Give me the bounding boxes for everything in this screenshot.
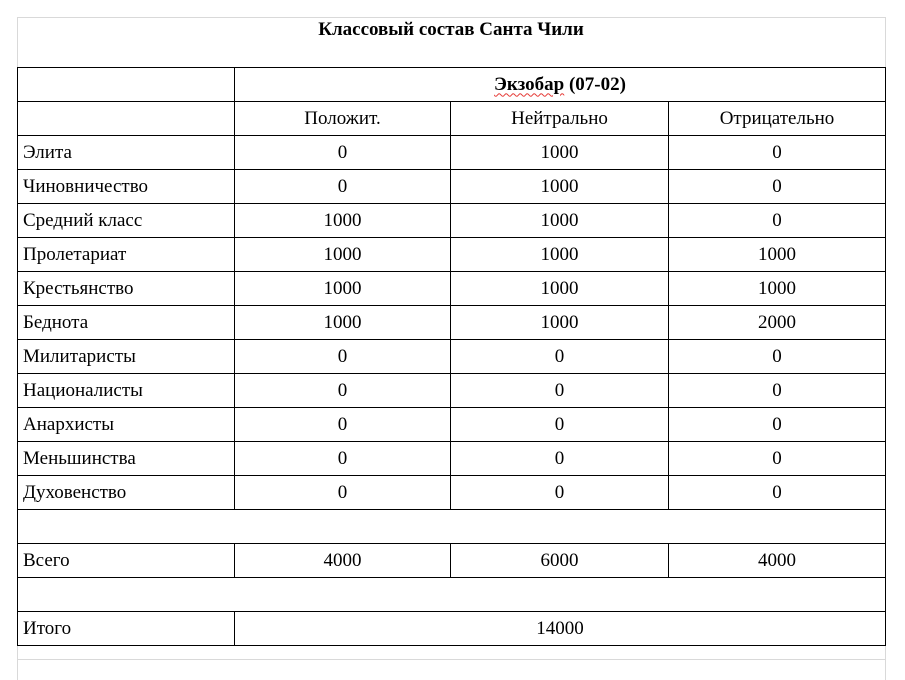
- column-header-neutral: Нейтрально: [451, 102, 669, 136]
- table-row: [18, 340, 886, 374]
- group-header-row: [18, 68, 886, 102]
- row-value: 0: [235, 476, 451, 510]
- row-value: 0: [669, 340, 886, 374]
- table-row: [18, 408, 886, 442]
- group-header-suffix: (07-02): [564, 73, 626, 95]
- table-row: [18, 476, 886, 510]
- table-row: [18, 238, 886, 272]
- row-value: 1000: [451, 170, 669, 204]
- total-value: 6000: [451, 544, 669, 578]
- row-value: 0: [451, 374, 669, 408]
- row-value: 0: [669, 170, 886, 204]
- row-value: 0: [669, 374, 886, 408]
- row-label: Духовенство: [18, 476, 235, 510]
- table-row: [18, 136, 886, 170]
- row-value: 0: [451, 442, 669, 476]
- group-header-name: Экзобар: [494, 73, 565, 95]
- spacer-cell: [18, 510, 886, 544]
- row-value: 1000: [451, 238, 669, 272]
- document-title: Классовый состав Санта Чили: [318, 19, 584, 40]
- grand-total-row: [18, 612, 886, 646]
- row-value: 0: [669, 442, 886, 476]
- row-value: 0: [235, 442, 451, 476]
- row-label: Чиновничество: [18, 170, 235, 204]
- row-label: Пролетариат: [18, 238, 235, 272]
- row-value: 0: [235, 170, 451, 204]
- row-value: 0: [451, 408, 669, 442]
- row-value: 0: [669, 476, 886, 510]
- row-value: 1000: [451, 272, 669, 306]
- spacer-cell: [18, 578, 886, 612]
- grand-total-label: Итого: [18, 612, 235, 646]
- row-label: Беднота: [18, 306, 235, 340]
- row-label: Националисты: [18, 374, 235, 408]
- row-value: 2000: [669, 306, 886, 340]
- row-value: 0: [235, 136, 451, 170]
- column-header-row: [18, 102, 886, 136]
- row-value: 1000: [451, 136, 669, 170]
- table-row: [18, 272, 886, 306]
- table-row: [18, 374, 886, 408]
- row-value: 0: [451, 476, 669, 510]
- row-value: 1000: [235, 306, 451, 340]
- row-value: 0: [669, 204, 886, 238]
- class-composition-table: [17, 67, 886, 646]
- row-label: Крестьянство: [18, 272, 235, 306]
- corner-cell: [18, 68, 235, 102]
- row-label: Элита: [18, 136, 235, 170]
- total-label: Всего: [18, 544, 235, 578]
- group-header-cell: [235, 68, 886, 102]
- row-value: 1000: [669, 272, 886, 306]
- spacer-row: [18, 578, 886, 612]
- row-label: Анархисты: [18, 408, 235, 442]
- row-value: 0: [669, 136, 886, 170]
- table-row: [18, 442, 886, 476]
- row-value: 1000: [235, 238, 451, 272]
- row-value: 0: [451, 340, 669, 374]
- row-label: Средний класс: [18, 204, 235, 238]
- row-value: 0: [235, 340, 451, 374]
- column-header-negative: Отрицательно: [669, 102, 886, 136]
- table-row: [18, 170, 886, 204]
- column-header-empty: [18, 102, 235, 136]
- grand-total-value: 14000: [235, 612, 886, 646]
- table-row: [18, 204, 886, 238]
- total-row: [18, 544, 886, 578]
- total-value: 4000: [235, 544, 451, 578]
- row-value: 0: [235, 374, 451, 408]
- row-label: Милитаристы: [18, 340, 235, 374]
- row-value: 1000: [669, 238, 886, 272]
- row-value: 1000: [451, 306, 669, 340]
- row-value: 0: [235, 408, 451, 442]
- total-value: 4000: [669, 544, 886, 578]
- column-header-positive: Положит.: [235, 102, 451, 136]
- row-value: 0: [669, 408, 886, 442]
- page-guide-bottom: [17, 659, 885, 660]
- table-row: [18, 306, 886, 340]
- row-value: 1000: [451, 204, 669, 238]
- row-label: Меньшинства: [18, 442, 235, 476]
- row-value: 1000: [235, 272, 451, 306]
- row-value: 1000: [235, 204, 451, 238]
- spacer-row: [18, 510, 886, 544]
